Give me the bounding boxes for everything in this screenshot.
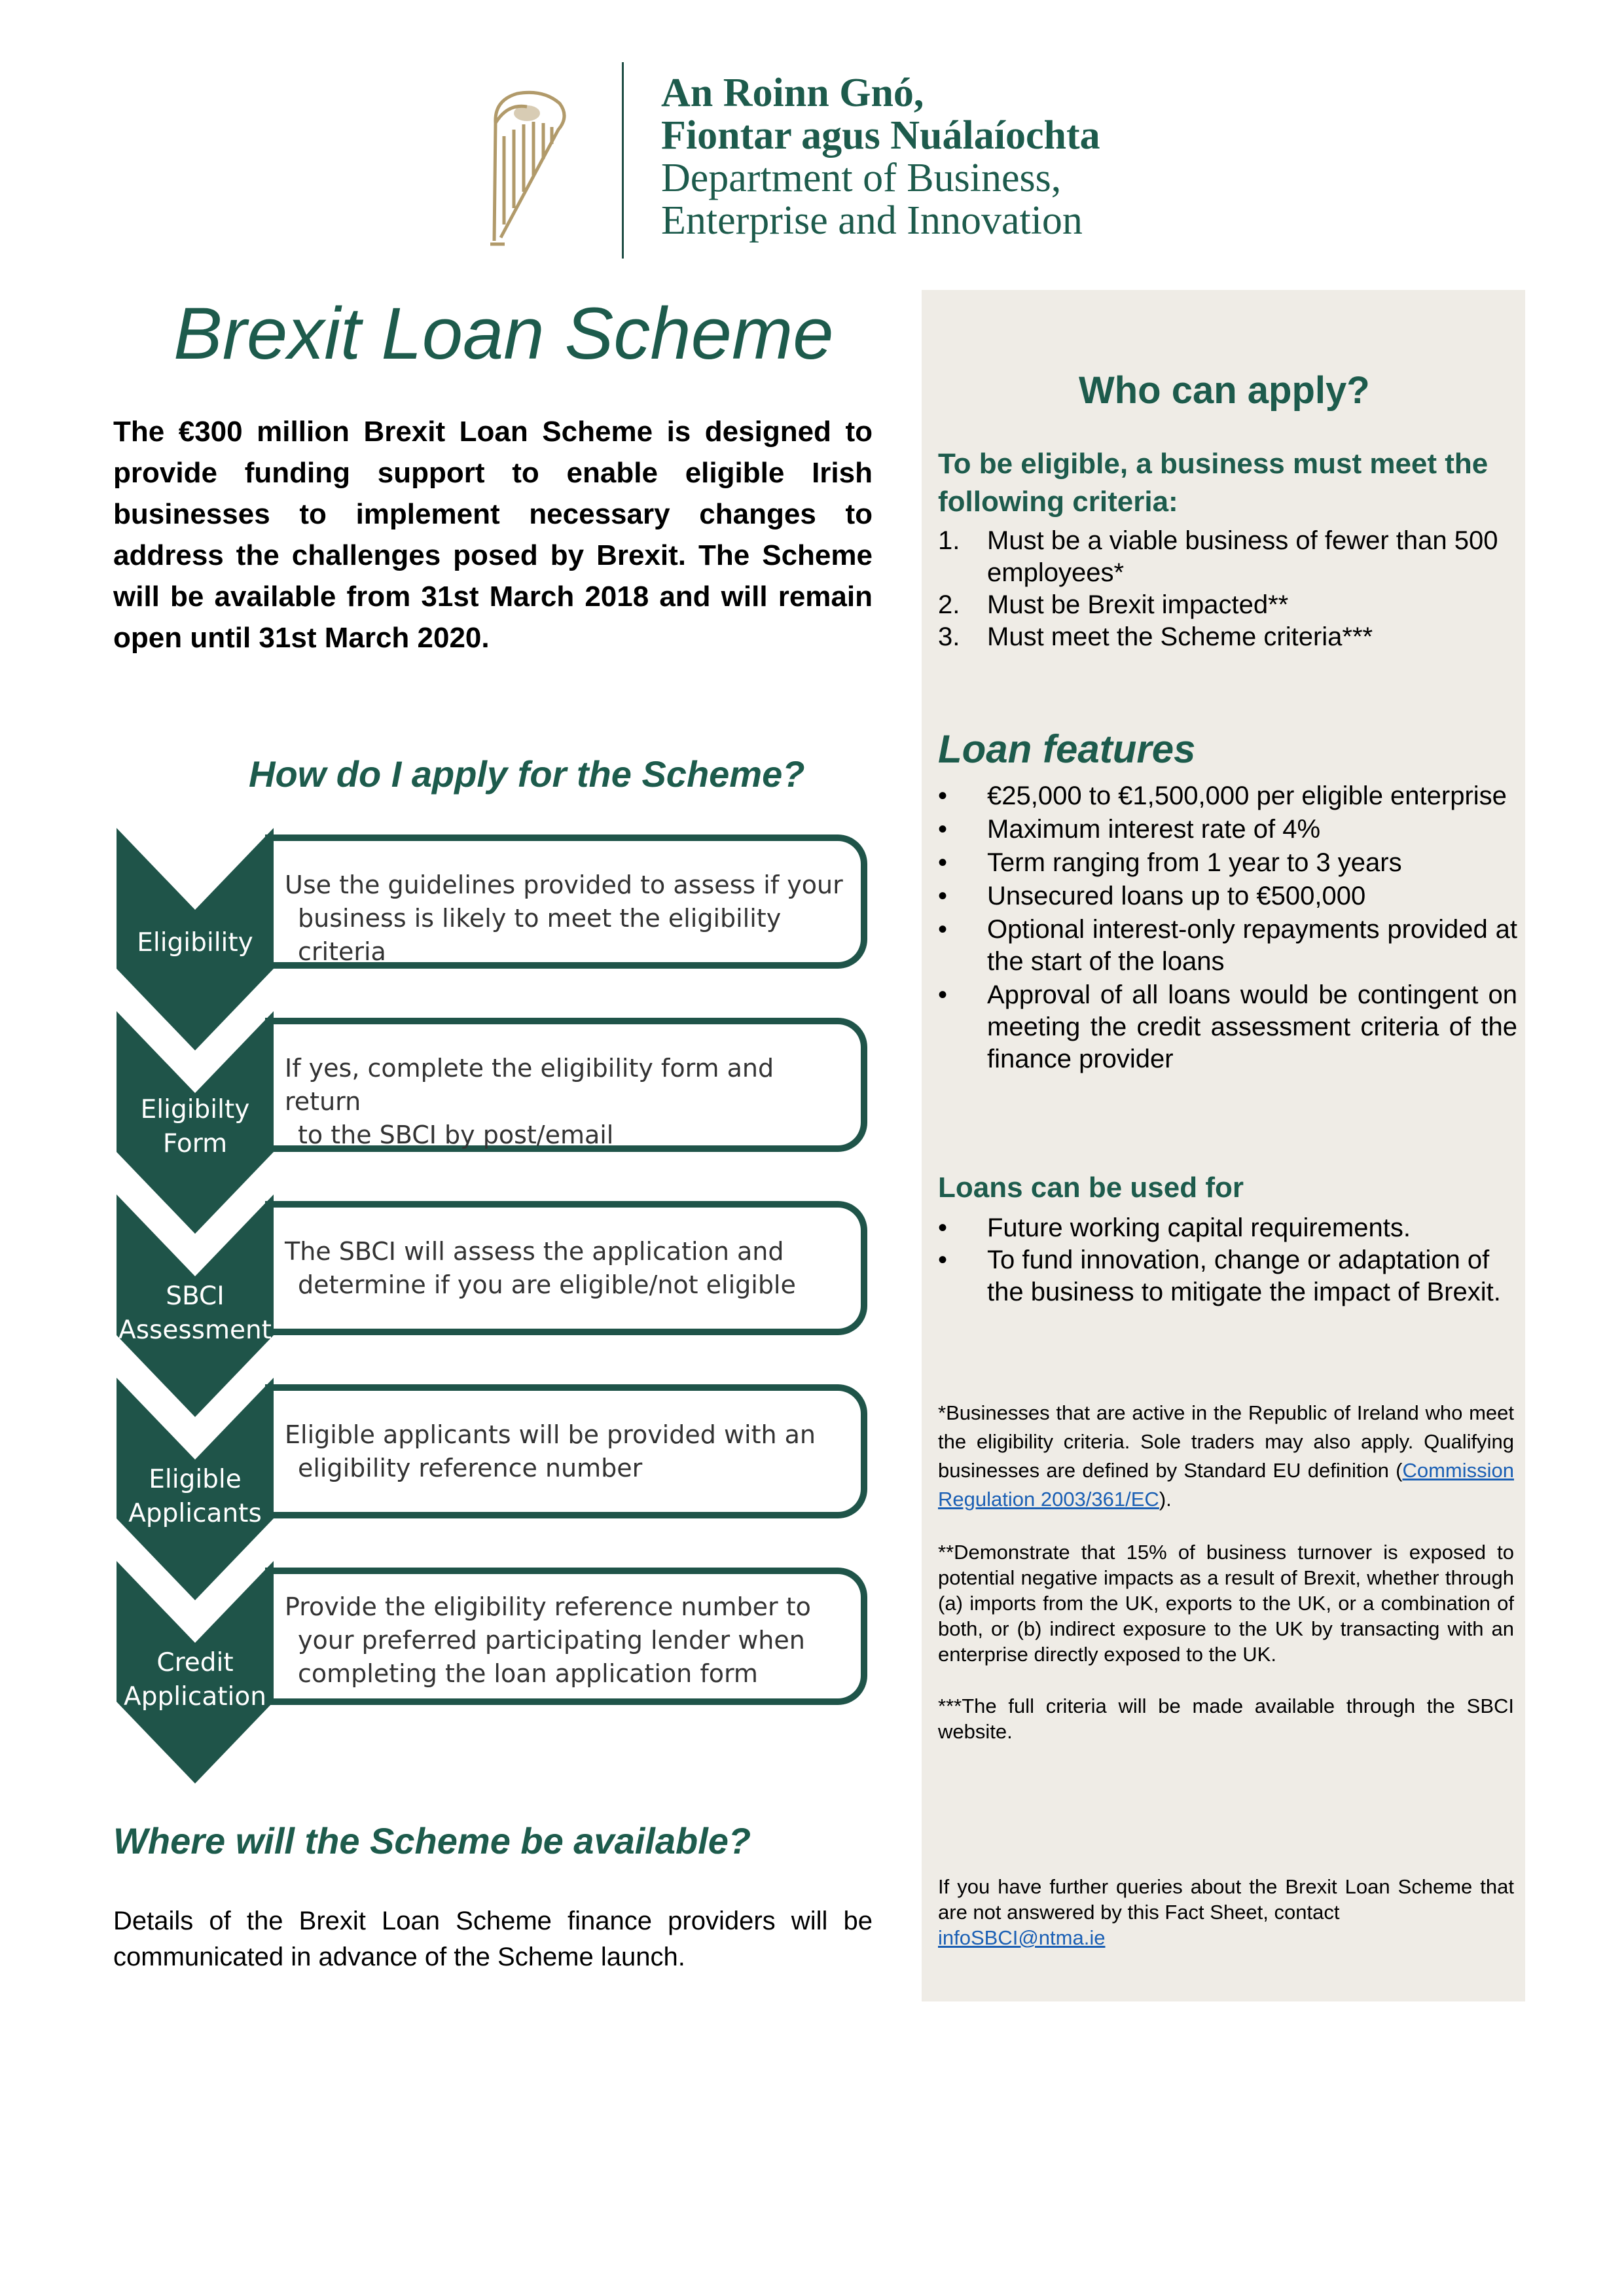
step-2-text (285, 1052, 854, 1152)
header-divider (622, 62, 624, 259)
department-name (661, 72, 1100, 242)
step-5-text-line2: your preferred participating lender when (298, 1626, 805, 1655)
step-4-text-line2: eligibility reference number (298, 1454, 643, 1482)
where-available-text: Details of the Brexit Loan Scheme finance providers will be communicated in advance of the Scheme launch. (113, 1907, 873, 1971)
list-item (938, 847, 1517, 879)
loan-features-list (938, 780, 1517, 1077)
list-item (938, 1212, 1517, 1244)
loan-features-heading: Loan features (938, 727, 1196, 771)
step-2-text-line2: to the SBCI by post/email (298, 1121, 614, 1149)
step-4-label-line1: Eligible (149, 1465, 242, 1494)
step-3-label (117, 1280, 274, 1348)
contact-note (938, 1874, 1514, 1950)
contact-text: If you have further queries about the Brexit Loan Scheme that are not answered by this Fact Sheet, contact (938, 1875, 1514, 1924)
criteria-intro: To be eligible, a business must meet the following criteria: (938, 448, 1489, 518)
footnote-1-text: *Businesses that are active in the Republic of Ireland who meet the eligibility criteria. Sole traders may also apply. Qualifying businesses are defined by Standard EU definition ( (938, 1401, 1514, 1482)
list-item-text: Optional interest-only repayments provided at the start of the loans (987, 915, 1517, 976)
step-5-label (117, 1646, 274, 1714)
criteria-item (938, 621, 1521, 653)
criteria-text: Must be Brexit impacted** (987, 590, 1289, 619)
list-item (938, 914, 1517, 978)
list-item-text: Term ranging from 1 year to 3 years (987, 848, 1402, 877)
loans-used-for-list (938, 1212, 1517, 1308)
how-to-apply-heading: How do I apply for the Scheme? (249, 753, 805, 795)
list-item (938, 780, 1517, 812)
intro-paragraph: The €300 million Brexit Loan Scheme is designed to provide funding support to enable eligible Irish businesses to implement necessary changes to address the challenges posed by Brexit. The Scheme will be available from 31st March 2018 and will remain open until 31st March 2020. (113, 416, 873, 654)
step-5-text (285, 1590, 854, 1691)
step-3-text (285, 1235, 854, 1302)
step-2-label (117, 1093, 274, 1161)
footnote-1 (938, 1399, 1514, 1514)
criteria-marker: 1. (938, 526, 960, 555)
step-2-label-line2: Form (162, 1129, 228, 1158)
footnote-2: **Demonstrate that 15% of business turnover is exposed to potential negative impacts as a result of Brexit, whether through (a) imports from the UK, exports to the UK, or a combination of both, or (b) indirect exposure to the UK by transacting with an enterprise directly exposed to the UK. (938, 1541, 1514, 1666)
step-5-label-line2: Application (124, 1682, 266, 1712)
bullet-icon: • (938, 1213, 948, 1242)
step-3-label-line1: SBCI (166, 1282, 225, 1311)
loans-used-for-heading: Loans can be used for (938, 1172, 1244, 1204)
step-5-text-line3: completing the loan application form (298, 1659, 758, 1688)
step-3-box (265, 1201, 867, 1335)
commission-regulation-link[interactable]: Commission Regulation 2003/361/EC (938, 1459, 1514, 1511)
list-item-text: To fund innovation, change or adaptation of the business to mitigate the impact of Brexit. (987, 1246, 1501, 1306)
step-4-label (117, 1463, 274, 1531)
step-5-label-line1: Credit (156, 1648, 234, 1677)
footnote-1-end: ). (1159, 1488, 1172, 1511)
step-5-text-line1: Provide the eligibility reference number to (285, 1592, 811, 1621)
footnote-3: ***The full criteria will be made available through the SBCI website. (938, 1695, 1514, 1743)
list-item-text: Approval of all loans would be contingent on meeting the credit assessment criteria of the finance provider (987, 980, 1517, 1073)
criteria-list (938, 525, 1521, 653)
list-item-text: €25,000 to €1,500,000 per eligible enterprise (987, 781, 1507, 810)
dept-irish-line1: An Roinn Gnó, (661, 71, 924, 115)
bullet-icon: • (938, 815, 948, 844)
dept-irish-line2: Fiontar agus Nuálaíochta (661, 113, 1100, 158)
step-4-text-line1: Eligible applicants will be provided with an (285, 1420, 816, 1449)
dept-english-line2: Enterprise and Innovation (661, 198, 1083, 243)
list-item (938, 814, 1517, 846)
step-1-box (265, 834, 867, 969)
list-item-text: Maximum interest rate of 4% (987, 815, 1321, 844)
bullet-icon: • (938, 915, 948, 944)
step-1-text (285, 869, 854, 969)
step-1-label-line1: Eligibility (137, 928, 253, 958)
list-item (938, 880, 1517, 912)
contact-email-link[interactable]: infoSBCI@ntma.ie (938, 1926, 1106, 1949)
bullet-icon: • (938, 980, 948, 1009)
list-item-text: Future working capital requirements. (987, 1213, 1411, 1242)
step-2-label-line1: Eligibilty (140, 1095, 250, 1124)
step-4-text (285, 1418, 854, 1485)
step-1-text-line1: Use the guidelines provided to assess if your (285, 870, 843, 899)
criteria-item (938, 525, 1521, 589)
harp-logo-icon (481, 84, 573, 251)
criteria-text: Must meet the Scheme criteria*** (987, 622, 1373, 651)
step-5-box (265, 1568, 867, 1705)
step-4-label-line2: Applicants (128, 1499, 262, 1528)
list-item (938, 1244, 1517, 1308)
dept-english-line1: Department of Business, (661, 156, 1062, 200)
where-available-heading: Where will the Scheme be available? (113, 1820, 751, 1861)
criteria-marker: 3. (938, 622, 960, 651)
list-item-text: Unsecured loans up to €500,000 (987, 882, 1366, 910)
list-item (938, 979, 1517, 1075)
criteria-marker: 2. (938, 590, 960, 619)
bullet-icon: • (938, 781, 948, 810)
criteria-text: Must be a viable business of fewer than 500 employees* (987, 526, 1498, 587)
step-3-text-line1: The SBCI will assess the application and (285, 1237, 784, 1266)
page-title: Brexit Loan Scheme (173, 293, 834, 374)
step-2-text-line1: If yes, complete the eligibility form and return (285, 1054, 774, 1116)
step-3-text-line2: determine if you are eligible/not eligible (298, 1270, 796, 1299)
bullet-icon: • (938, 882, 948, 910)
bullet-icon: • (938, 848, 948, 877)
step-4-box (265, 1384, 867, 1518)
step-3-label-line2: Assessment (118, 1316, 272, 1345)
criteria-item (938, 589, 1521, 621)
step-2-box (265, 1018, 867, 1152)
bullet-icon: • (938, 1246, 948, 1274)
step-1-text-line2: business is likely to meet the eligibility criteria (298, 904, 782, 966)
who-can-apply-heading: Who can apply? (1079, 369, 1370, 412)
step-1-label (117, 926, 274, 960)
